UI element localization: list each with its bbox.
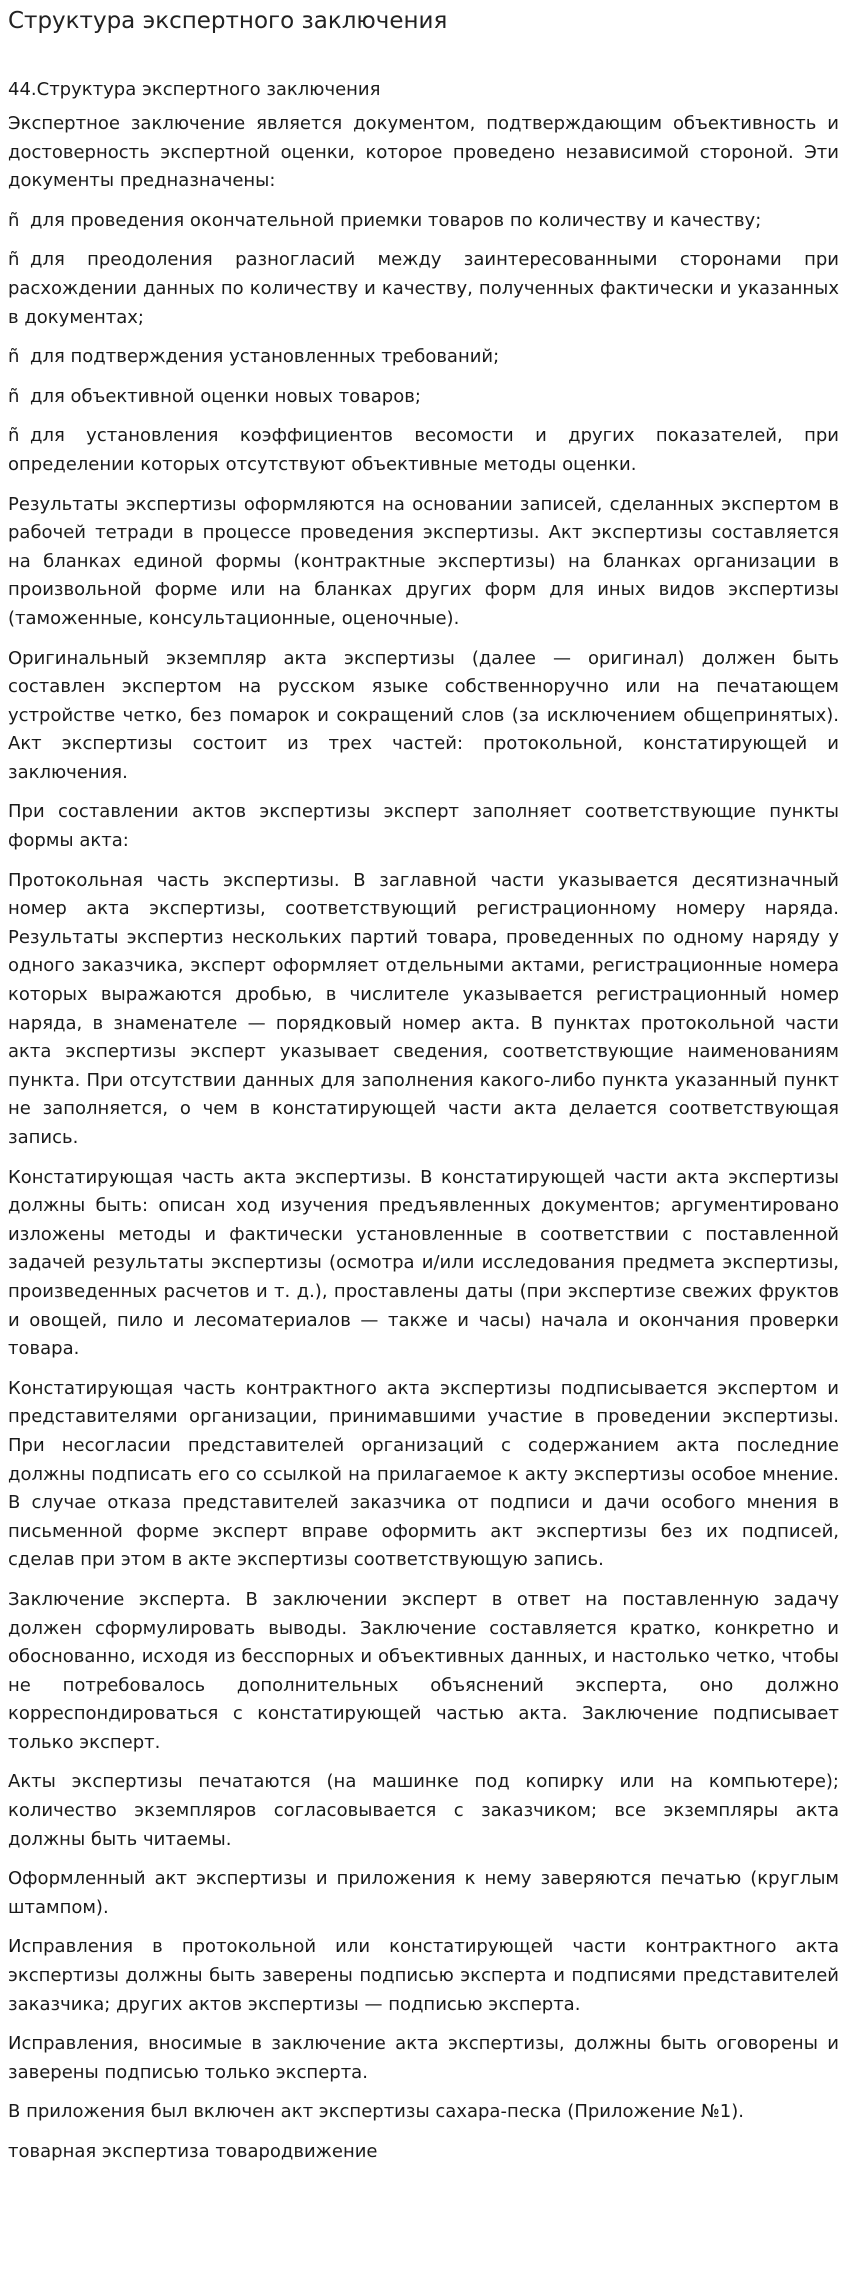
body-paragraph: Оригинальный экземпляр акта экспертизы (далее — оригинал) должен быть составлен экспертом на русском языке собственноручно или на печатающем устройстве четко, без помарок и сокращений слов (за исключением общепринятых). Акт экспертизы состоит из трех частей: протокольной, констатирующей и заключения. <box>8 647 839 783</box>
list-item: ñ для подтверждения установленных требований; <box>8 343 839 372</box>
section-heading: 44.Структура экспертного заключения <box>8 79 381 100</box>
body-paragraph: Констатирующая часть акта экспертизы. В констатирующей части акта экспертизы должны быть: описан ход изучения предъявленных документов; аргументировано изложены методы и фактически установленные в соответствии с поставленной задачей результаты экспертизы (осмотра и/или исследования предмета экспертизы, произведенных расчетов и т. д.), проставлены даты (при экспертизе свежих фруктов и овощей, пило и лесоматериалов — также и часы) начала и окончания проверки товара. <box>8 1166 839 1360</box>
footer-tags: товарная экспертиза товародвижение <box>8 2141 378 2162</box>
bullet-icon: ñ <box>8 209 20 231</box>
bullet-icon: ñ <box>8 385 20 407</box>
body-paragraph: Оформленный акт экспертизы и приложения к нему заверяются печатью (круглым штампом). <box>8 1868 839 1918</box>
bullet-icon: ñ <box>8 425 20 447</box>
body-paragraph: Протокольная часть экспертизы. В заглавной части указывается десятизначный номер акта экспертизы, соответствующий регистрационному номеру наряда. Результаты экспертиз нескольких партий товара, проведенных по одному наряду у одного заказчика, эксперт оформляет отдельными актами, регистрационные номера которых выражаются дробью, в числителе указывается регистрационный номер наряда, в знаменателе — порядковый номер акта. В пунктах протокольной части акта экспертизы эксперт указывает сведения, соответствующие наименованиям пункта. При отсутствии данных для заполнения какого-либо пункта указанный пункт не заполняется, о чем в констатирующей части акта делается соответствующая запись. <box>8 869 839 1148</box>
bullet-icon: ñ <box>8 346 20 368</box>
list-item: ñ для объективной оценки новых товаров; <box>8 383 839 412</box>
body-paragraph: Акты экспертизы печатаются (на машинке под копирку или на компьютере); количество экземпляров согласовывается с заказчиком; все экземпляры акта должны быть читаемы. <box>8 1771 839 1850</box>
list-item: ñ для проведения окончательной приемки товаров по количеству и качеству; <box>8 207 839 236</box>
intro-paragraph: Экспертное заключение является документом, подтверждающим объективность и достоверность экспертной оценки, которое проведено независимой стороной. Эти документы предназначены: <box>8 113 839 192</box>
bullet-icon: ñ <box>8 249 20 271</box>
body-paragraph: В приложения был включен акт экспертизы сахара-песка (Приложение №1). <box>8 2101 744 2123</box>
list-item: ñ для установления коэффициентов весомости и других показателей, при определении которых отсутствуют объективные методы оценки. <box>8 422 839 479</box>
list-item: ñ для преодоления разногласий между заинтересованными сторонами при расхождении данных по количеству и качеству, полученных фактически и указанных в документах; <box>8 246 839 332</box>
body-paragraph: При составлении актов экспертизы эксперт заполняет соответствующие пункты формы акта: <box>8 801 839 852</box>
body-paragraph: Результаты экспертизы оформляются на основании записей, сделанных экспертом в рабочей тетради в процессе проведения экспертизы. Акт экспертизы составляется на бланках единой формы (контрактные экспертизы) на бланках организации в произвольной форме или на бланках других форм для иных видов экспертизы (таможенные, консультационные, оценочные). <box>8 493 839 629</box>
body-paragraph: Исправления, вносимые в заключение акта экспертизы, должны быть оговорены и заверены подписью только эксперта. <box>8 2033 839 2083</box>
body-paragraph: Заключение эксперта. В заключении эксперт в ответ на поставленную задачу должен сформулировать выводы. Заключение составляется кратко, конкретно и обоснованно, исходя из бесспорных и объективных данных, и настолько четко, чтобы не потребовалось дополнительных объяснений эксперта, оно должно корреспондироваться с констатирующей частью акта. Заключение подписывает только эксперт. <box>8 1588 839 1753</box>
page-title: Структура экспертного заключения <box>8 8 448 34</box>
body-paragraph: Констатирующая часть контрактного акта экспертизы подписывается экспертом и представителями организации, принимавшими участие в проведении экспертизы. При несогласии представителей организаций с содержанием акта последние должны подписать его со ссылкой на прилагаемое к акту экспертизы особое мнение. В случае отказа представителей заказчика от подписи и дачи особого мнения в письменной форме эксперт вправе оформить акт экспертизы без их подписей, сделав при этом в акте экспертизы соответствующую запись. <box>8 1377 839 1571</box>
body-paragraph: Исправления в протокольной или констатирующей части контрактного акта экспертизы должны быть заверены подписью эксперта и подписями представителей заказчика; других актов экспертизы — подписью эксперта. <box>8 1936 839 2015</box>
